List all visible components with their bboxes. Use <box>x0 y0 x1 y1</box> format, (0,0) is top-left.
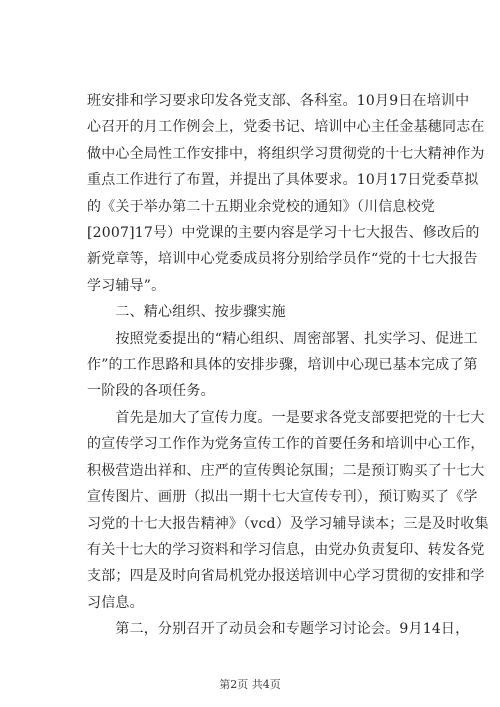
text-line: [2007]17号）中党课的主要内容是学习十七大报告、修改后的 <box>87 225 480 242</box>
text-line: 作”的工作思路和具体的安排步骤，培训中心现已基本完成了第 <box>87 357 478 374</box>
text-line: 学习辅导”。 <box>87 277 166 294</box>
text-line: 习信息。 <box>87 594 144 611</box>
page-number-footer: 第2页 共4页 <box>219 678 281 691</box>
text-line: 支部；四是及时向省局机党办报送培训中心学习贯彻的安排和学 <box>87 568 485 585</box>
text-line: 首先是加大了宣传力度。一是要求各党支部要把党的十七大 <box>87 409 485 426</box>
text-line: 第二，分别召开了动员会和专题学习讨论会。9月14日， <box>87 621 470 638</box>
text-line: 积极营造出祥和、庄严的宣传舆论氛围；二是预订购买了十七大 <box>87 462 485 479</box>
text-line: 按照党委提出的“精心组织、周密部署、扎实学习、促进工 <box>87 330 478 347</box>
text-line: 的《关于举办第二十五期业余党校的通知》（川信息校党 <box>87 198 435 215</box>
text-line: 做中心全局性工作安排中，将组织学习贯彻党的十七大精神作为 <box>87 145 485 162</box>
text-line: 班安排和学习要求印发各党支部、各科室。10月9日在培训中 <box>87 93 470 109</box>
text-line: 新党章等，培训中心党委成员将分别给学员作“党的十七大报告 <box>87 251 478 268</box>
text-line: 重点工作进行了布置，并提出了具体要求。10月17日党委草拟 <box>87 172 479 189</box>
text-line: 心召开的月工作例会上，党委书记、培训中心主任金基穗同志在 <box>87 119 485 136</box>
text-line: 宣传图片、画册（拟出一期十七大宣传专刊），预订购买了《学 <box>87 489 478 506</box>
text-line: 的宣传学习工作作为党务宣传工作的首要任务和培训中心工作， <box>87 436 485 453</box>
text-line: 习党的十七大报告精神》（vcd）及学习辅导读本；三是及时收集 <box>87 515 489 532</box>
text-line: 一阶段的各项任务。 <box>87 383 215 400</box>
text-line: 有关十七大的学习资料和学习信息，由党办负责复印、转发各党 <box>87 541 485 558</box>
section-heading: 二、精心组织、按步骤实施 <box>87 304 286 321</box>
document-body <box>87 88 489 643</box>
